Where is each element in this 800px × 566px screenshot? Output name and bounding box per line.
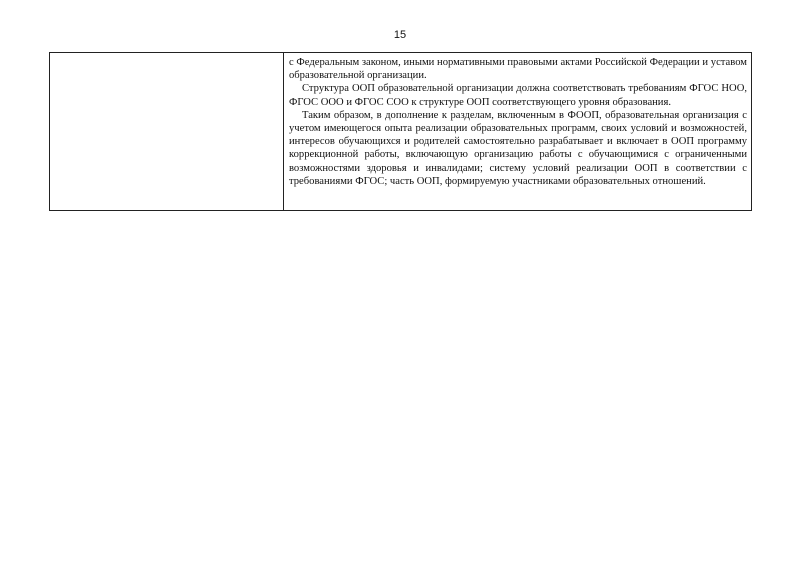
table-right-cell [284,53,751,210]
paragraph-continuation: с Федеральным законом, иными нормативными правовыми актами Российской Федерации и уставом образовательной организации. [289,57,747,82]
document-table [49,52,752,211]
page-number: 15 [393,29,407,41]
paragraph-conclusion: Таким образом, в дополнение к разделам, включенным в ФООП, образовательная организация с учетом имеющегося опыта реализации образовательных программ, своих условий и возможностей, интересов обучающихся и родителей самостоятельно разрабатывает и включает в ООП программу коррекционной работы, включающую организацию работы с обучающимися с ограниченными возможностями здоровья и инвалидами; систему условий реализации ООП в соответствии с требованиями ФГОС; часть ООП, формируемую участниками образовательных отношений. [289,109,747,187]
table-left-cell [50,53,284,210]
paragraph-structure: Структура ООП образовательной организации должна соответствовать требованиям ФГОС НОО, ФГОС ООО и ФГОС СОО к структуре ООП соответствующего уровня образования. [289,83,747,108]
